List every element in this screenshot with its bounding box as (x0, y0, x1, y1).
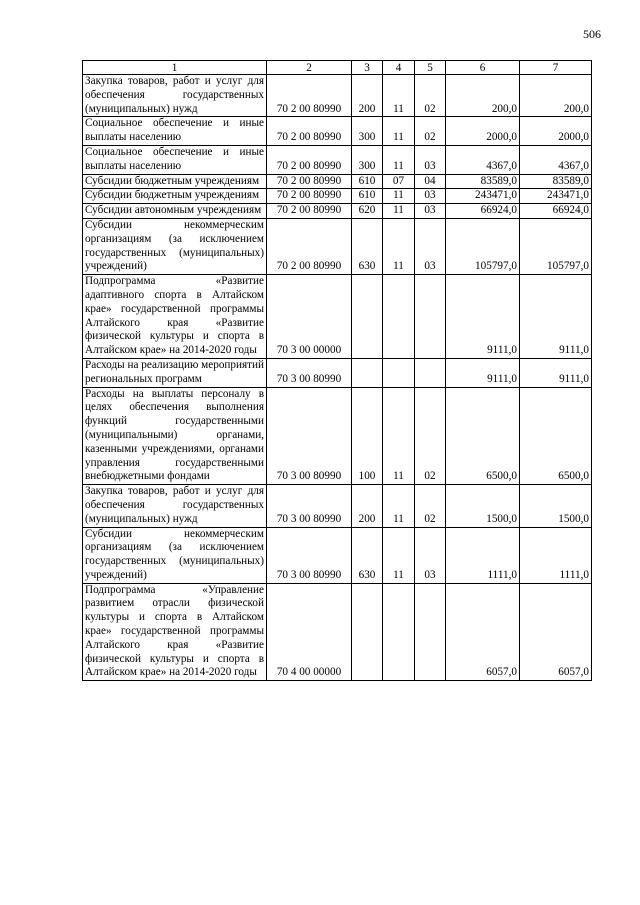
table-row (83, 204, 592, 219)
amount-total-cell: 66924,0 (520, 204, 592, 219)
subsection-cell: 02 (415, 75, 446, 117)
classification-code-cell: 70 2 00 80990 (267, 204, 352, 219)
page-number: 506 (583, 27, 601, 41)
expense-type-cell: 620 (352, 204, 383, 219)
classification-code-cell: 70 2 00 80990 (267, 189, 352, 204)
amount-total-cell: 83589,0 (520, 174, 592, 189)
classification-code-cell: 70 2 00 80990 (267, 174, 352, 189)
expense-type-cell (352, 275, 383, 359)
section-cell: 07 (383, 174, 415, 189)
header-cell: 2 (267, 61, 352, 75)
section-cell: 11 (383, 485, 415, 527)
classification-code-cell: 70 3 00 80990 (267, 358, 352, 387)
header-cell: 1 (83, 61, 267, 75)
row-name-cell: Социальное обеспечение и иные выплаты населению (83, 145, 267, 174)
amount-total-cell: 6500,0 (520, 387, 592, 485)
amount-cell: 83589,0 (446, 174, 520, 189)
table-row (83, 358, 592, 387)
section-cell: 11 (383, 117, 415, 146)
table-row (83, 75, 592, 117)
expense-type-cell: 610 (352, 174, 383, 189)
row-name-cell: Субсидии некоммерческим организациям (за исключением государственных (муниципальных) учреждений) (83, 527, 267, 583)
table-row (83, 117, 592, 146)
classification-code-cell: 70 3 00 80990 (267, 485, 352, 527)
section-cell: 11 (383, 75, 415, 117)
subsection-cell: 03 (415, 189, 446, 204)
subsection-cell: 02 (415, 485, 446, 527)
amount-total-cell: 6057,0 (520, 583, 592, 681)
amount-cell: 4367,0 (446, 145, 520, 174)
amount-total-cell: 243471,0 (520, 189, 592, 204)
classification-code-cell: 70 2 00 80990 (267, 117, 352, 146)
amount-cell: 9111,0 (446, 275, 520, 359)
amount-cell: 9111,0 (446, 358, 520, 387)
expense-type-cell: 200 (352, 75, 383, 117)
header-row (83, 61, 592, 75)
header-cell: 6 (446, 61, 520, 75)
amount-total-cell: 9111,0 (520, 358, 592, 387)
budget-table (82, 60, 592, 681)
subsection-cell (415, 358, 446, 387)
section-cell (383, 275, 415, 359)
header-cell: 7 (520, 61, 592, 75)
amount-total-cell: 4367,0 (520, 145, 592, 174)
row-name-cell: Субсидии некоммерческим организациям (за исключением государственных (муниципальных) учреждений) (83, 218, 267, 274)
amount-cell: 105797,0 (446, 218, 520, 274)
amount-cell: 1500,0 (446, 485, 520, 527)
row-name-cell: Расходы на реализацию мероприятий региональных программ (83, 358, 267, 387)
expense-type-cell: 300 (352, 145, 383, 174)
section-cell (383, 583, 415, 681)
subsection-cell: 03 (415, 527, 446, 583)
amount-cell: 6057,0 (446, 583, 520, 681)
classification-code-cell: 70 2 00 80990 (267, 75, 352, 117)
amount-total-cell: 1500,0 (520, 485, 592, 527)
expense-type-cell: 610 (352, 189, 383, 204)
classification-code-cell: 70 3 00 80990 (267, 527, 352, 583)
subsection-cell (415, 583, 446, 681)
section-cell: 11 (383, 204, 415, 219)
amount-total-cell: 1111,0 (520, 527, 592, 583)
classification-code-cell: 70 2 00 80990 (267, 145, 352, 174)
amount-cell: 66924,0 (446, 204, 520, 219)
expense-type-cell (352, 358, 383, 387)
section-cell: 11 (383, 145, 415, 174)
classification-code-cell: 70 2 00 80990 (267, 218, 352, 274)
table-row (83, 387, 592, 485)
amount-total-cell: 9111,0 (520, 275, 592, 359)
row-name-cell: Субсидии автономным учреждениям (83, 204, 267, 219)
table-row (83, 218, 592, 274)
row-name-cell: Закупка товаров, работ и услуг для обеспечения государственных (муниципальных) нужд (83, 75, 267, 117)
classification-code-cell: 70 4 00 00000 (267, 583, 352, 681)
classification-code-cell: 70 3 00 80990 (267, 387, 352, 485)
subsection-cell (415, 275, 446, 359)
row-name-cell: Подпрограмма «Развитие адаптивного спорта в Алтайском крае» государственной программы Алтайского края «Развитие физической культуры и спорта в Алтайском крае» на 2014-2020 годы (83, 275, 267, 359)
section-cell: 11 (383, 189, 415, 204)
row-name-cell: Субсидии бюджетным учреждениям (83, 189, 267, 204)
section-cell: 11 (383, 527, 415, 583)
section-cell (383, 358, 415, 387)
amount-total-cell: 2000,0 (520, 117, 592, 146)
table-row (83, 189, 592, 204)
amount-cell: 243471,0 (446, 189, 520, 204)
header-cell: 3 (352, 61, 383, 75)
subsection-cell: 03 (415, 145, 446, 174)
classification-code-cell: 70 3 00 00000 (267, 275, 352, 359)
amount-total-cell: 105797,0 (520, 218, 592, 274)
expense-type-cell: 630 (352, 218, 383, 274)
table-row (83, 583, 592, 681)
header-cell: 4 (383, 61, 415, 75)
expense-type-cell: 100 (352, 387, 383, 485)
table-row (83, 275, 592, 359)
table-row (83, 174, 592, 189)
amount-cell: 6500,0 (446, 387, 520, 485)
subsection-cell: 03 (415, 218, 446, 274)
row-name-cell: Субсидии бюджетным учреждениям (83, 174, 267, 189)
expense-type-cell: 300 (352, 117, 383, 146)
subsection-cell: 02 (415, 117, 446, 146)
expense-type-cell: 200 (352, 485, 383, 527)
subsection-cell: 02 (415, 387, 446, 485)
subsection-cell: 04 (415, 174, 446, 189)
section-cell: 11 (383, 387, 415, 485)
amount-cell: 2000,0 (446, 117, 520, 146)
row-name-cell: Подпрограмма «Управление развитием отрасли физической культуры и спорта в Алтайском крае» государственной программы Алтайского края «Развитие физической культуры и спорта в Алтайском крае» на 2014-2020 годы (83, 583, 267, 681)
table-row (83, 527, 592, 583)
table-row (83, 145, 592, 174)
expense-type-cell (352, 583, 383, 681)
expense-type-cell: 630 (352, 527, 383, 583)
row-name-cell: Расходы на выплаты персоналу в целях обеспечения выполнения функций государственными (муниципальными) органами, казенными учреждениями, органами управления государственными внебюджетными фондами (83, 387, 267, 485)
amount-cell: 200,0 (446, 75, 520, 117)
subsection-cell: 03 (415, 204, 446, 219)
table-row (83, 485, 592, 527)
header-cell: 5 (415, 61, 446, 75)
row-name-cell: Социальное обеспечение и иные выплаты населению (83, 117, 267, 146)
section-cell: 11 (383, 218, 415, 274)
row-name-cell: Закупка товаров, работ и услуг для обеспечения государственных (муниципальных) нужд (83, 485, 267, 527)
amount-cell: 1111,0 (446, 527, 520, 583)
amount-total-cell: 200,0 (520, 75, 592, 117)
